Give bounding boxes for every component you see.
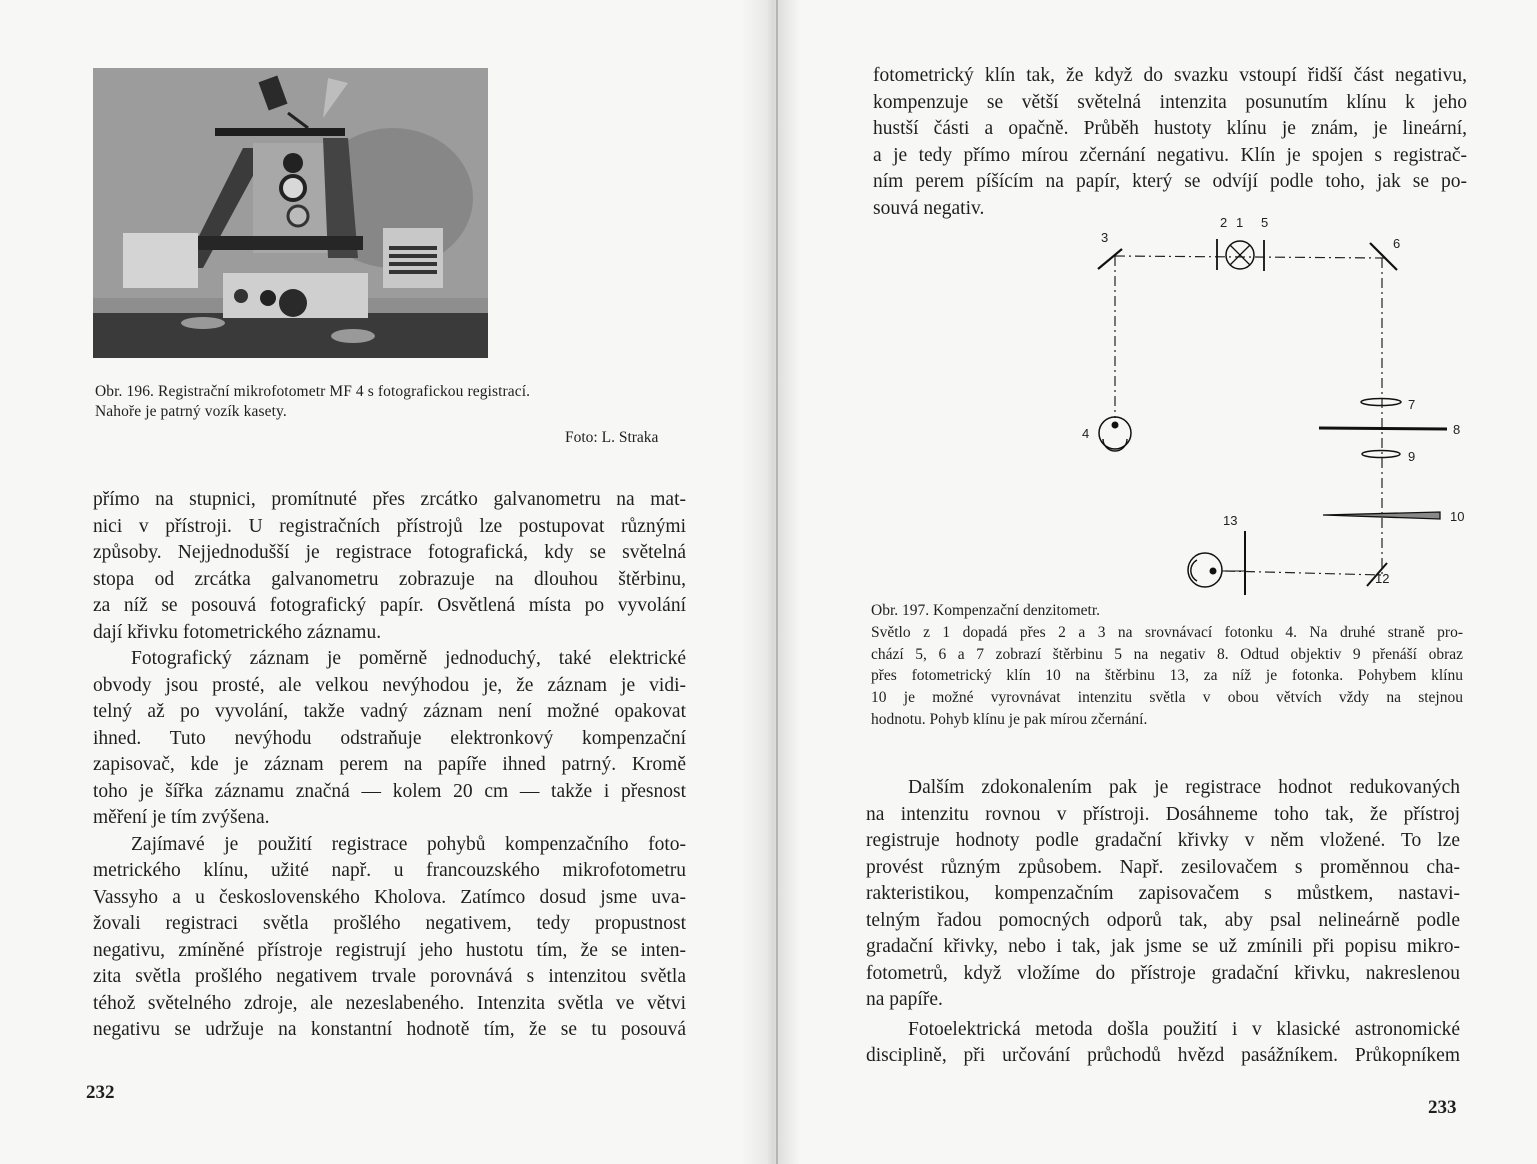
figure-196-caption (95, 382, 655, 422)
text-line: toho je šířka záznamu značná — kolem 20 cm — takže i přesnost (93, 780, 686, 802)
right-top-text (873, 63, 1467, 222)
diagram-label-8: 8 (1453, 422, 1461, 437)
text-line: ním perem píšícím na papír, který se odvíjí podle toho, jak se po- (873, 171, 1467, 192)
text-line: provést různým způsobem. Např. zesilovačem s proměnnou cha- (866, 856, 1460, 878)
page-number-right: 233 (1428, 1097, 1457, 1118)
paragraph (866, 775, 1460, 1014)
text-line: Fotoelektrická metoda došla použití i v klasické astronomické (908, 1018, 1460, 1040)
diagram-label-6: 6 (1393, 236, 1401, 251)
text-line: telný až po vyvolání, takže vadný záznam není možné opakovat (93, 701, 686, 722)
mirror-3 (1098, 249, 1122, 269)
light-source-1 (1226, 241, 1254, 269)
diagram-label-7: 7 (1408, 397, 1416, 412)
paragraph (873, 63, 1467, 222)
lens-7 (1361, 399, 1401, 406)
text-line: způsoby. Nejjednodušší je registrace fotografická, kdy se světelná (93, 542, 686, 563)
diagram-label-9: 9 (1408, 449, 1416, 464)
text-line: negativu, zmíněné přístroje registrují jeho hustotu tím, že se inten- (93, 939, 686, 961)
text-line: registruje hodnoty podle gradační křivky v něm vložené. To lze (866, 830, 1460, 851)
text-line: kompenzuje se větší světelná intenzita posunutím klínu k jeho (873, 91, 1467, 113)
text-line: měření je tím zvýšena. (93, 807, 270, 828)
caption-line: chází 5, 6 a 7 zobrazí štěrbinu 5 na negativ 8. Odtud objektiv 9 přenáší obraz (871, 645, 1463, 663)
text-line: obvody jsou prosté, ale velkou nevýhodou je, že záznam je vidi- (93, 674, 686, 696)
text-line: souvá negativ. (873, 197, 985, 219)
text-line: ihned. Tuto nevýhodu odstraňuje elektronkový kompenzační (93, 727, 686, 749)
text-line: fotometrický klín tak, že když do svazku vstoupí řidší část negativu, (873, 65, 1467, 86)
caption-line: přes fotometrický klín 10 na štěrbinu 13, za níž je fotonka. Pohybem klínu (871, 667, 1463, 685)
text-line: disciplině, při určování průchodů hvězd pasážníkem. Průkopníkem (866, 1045, 1460, 1066)
text-line: metrického klínu, užité např. u francouzského mikrofotometru (93, 860, 686, 881)
text-line: Vassyho a u československého Kholova. Zatímco dosud jsme uva- (93, 886, 686, 908)
diagram-label-5: 5 (1261, 215, 1269, 230)
text-line: a je tedy přímo mírou zčernání negativu. Klín je spojen s registrač- (873, 144, 1467, 166)
photo-credit: Foto: L. Straka (565, 429, 659, 446)
left-body-text (93, 487, 686, 1044)
right-body-text (866, 775, 1460, 1070)
microphotometer-photo-illustration (93, 68, 488, 358)
text-line: rakteristikou, kompenzačním zapisovačem s můstkem, nastavi- (866, 883, 1460, 904)
text-line: dají křivku fotometrického záznamu. (93, 621, 382, 643)
text-line: hustší části a opačně. Průběh hustoty klínu je znám, je lineární, (873, 118, 1467, 139)
photocell-4 (1099, 417, 1131, 451)
diagram-label-13: 13 (1223, 513, 1238, 528)
paragraph (93, 487, 686, 646)
left-page (0, 0, 760, 1164)
negative-8 (1319, 428, 1447, 429)
text-line: téhož světelného zdroje, ale nezeslabeného. Intenzita světla ve větvi (93, 992, 686, 1014)
caption-line: Světlo z 1 dopadá přes 2 a 3 na srovnávací fotonku 4. Na druhé straně pro- (871, 623, 1463, 641)
figure-196-photo (93, 68, 488, 358)
paragraph (866, 1017, 1460, 1070)
diagram-label-3: 3 (1101, 230, 1109, 245)
caption-title: Obr. 197. Kompenzační denzitometr. (871, 602, 1100, 619)
text-line: negativu se udržuje na konstantní hodnotě tím, že se tu posouvá (93, 1019, 686, 1040)
text-line: žovali registraci světla prošlého negativem, tedy propustnost (93, 913, 686, 934)
text-line: Zajímavé je použití registrace pohybů kompenzačního foto- (131, 833, 686, 855)
lens-9 (1362, 451, 1400, 458)
caption-line: hodnotu. Pohyb klínu je pak mírou zčernání. (871, 710, 1148, 728)
text-line: nici v přístroji. U registračních přístrojů lze postupovat různými (93, 515, 686, 537)
diagram-label-10: 10 (1450, 509, 1465, 524)
text-line: fotometrů, když vložíme do přístroje gradační křivku, nakreslenou (866, 962, 1460, 984)
page-number-left: 232 (86, 1082, 115, 1103)
diagram-label-12: 12 (1375, 571, 1390, 586)
optical-path-bottom (1225, 571, 1382, 575)
text-line: gradační křivky, nebo i tak, jak jsme se už zmínili při popisu mikro- (866, 936, 1460, 957)
optical-path-top (1115, 256, 1385, 258)
text-line: přímo na stupnici, promítnuté přes zrcátko galvanometru na mat- (93, 489, 686, 510)
text-line: za níž se posouvá fotografický papír. Osvětlená místa po vyvolání (93, 595, 686, 616)
paragraph (93, 646, 686, 832)
text-line: Fotografický záznam je poměrně jednoduchý, také elektrické (131, 648, 686, 669)
diagram-label-1: 1 (1236, 215, 1244, 230)
text-line: na papíře. (866, 989, 943, 1010)
diagram-label-4: 4 (1082, 426, 1090, 441)
figure-197-caption (871, 600, 1463, 731)
text-line: telným řadou pomocných odporů tak, aby psal nelineárně podle (866, 909, 1460, 931)
text-line: zapisovač, kde je záznam perem na papíře ihned patrný. Kromě (93, 754, 686, 775)
figure-197-diagram (1060, 205, 1480, 595)
caption-line: Obr. 196. Registrační mikrofotometr MF 4 s fotografickou registrací. (95, 383, 531, 400)
paragraph (93, 832, 686, 1044)
caption-line: Nahoře je patrný vozík kasety. (95, 403, 287, 420)
photometric-wedge-10 (1323, 512, 1440, 519)
caption-line: 10 je možné vyrovnávat intenzitu světla v obou větvích vždy na stejnou (871, 689, 1463, 707)
text-line: na intenzitu rovnou v přístroji. Dosáhneme toho tak, že přístroj (866, 803, 1460, 825)
text-line: zita světla prošlého negativem trvale porovnává s intenzitou světla (93, 966, 686, 987)
text-line: stopa od zrcátka galvanometru zobrazuje na dlouhou štěrbinu, (93, 568, 686, 590)
photocell-13 (1188, 553, 1245, 587)
diagram-label-2: 2 (1220, 215, 1228, 230)
text-line: Dalším zdokonalením pak je registrace hodnot redukovaných (908, 777, 1460, 798)
